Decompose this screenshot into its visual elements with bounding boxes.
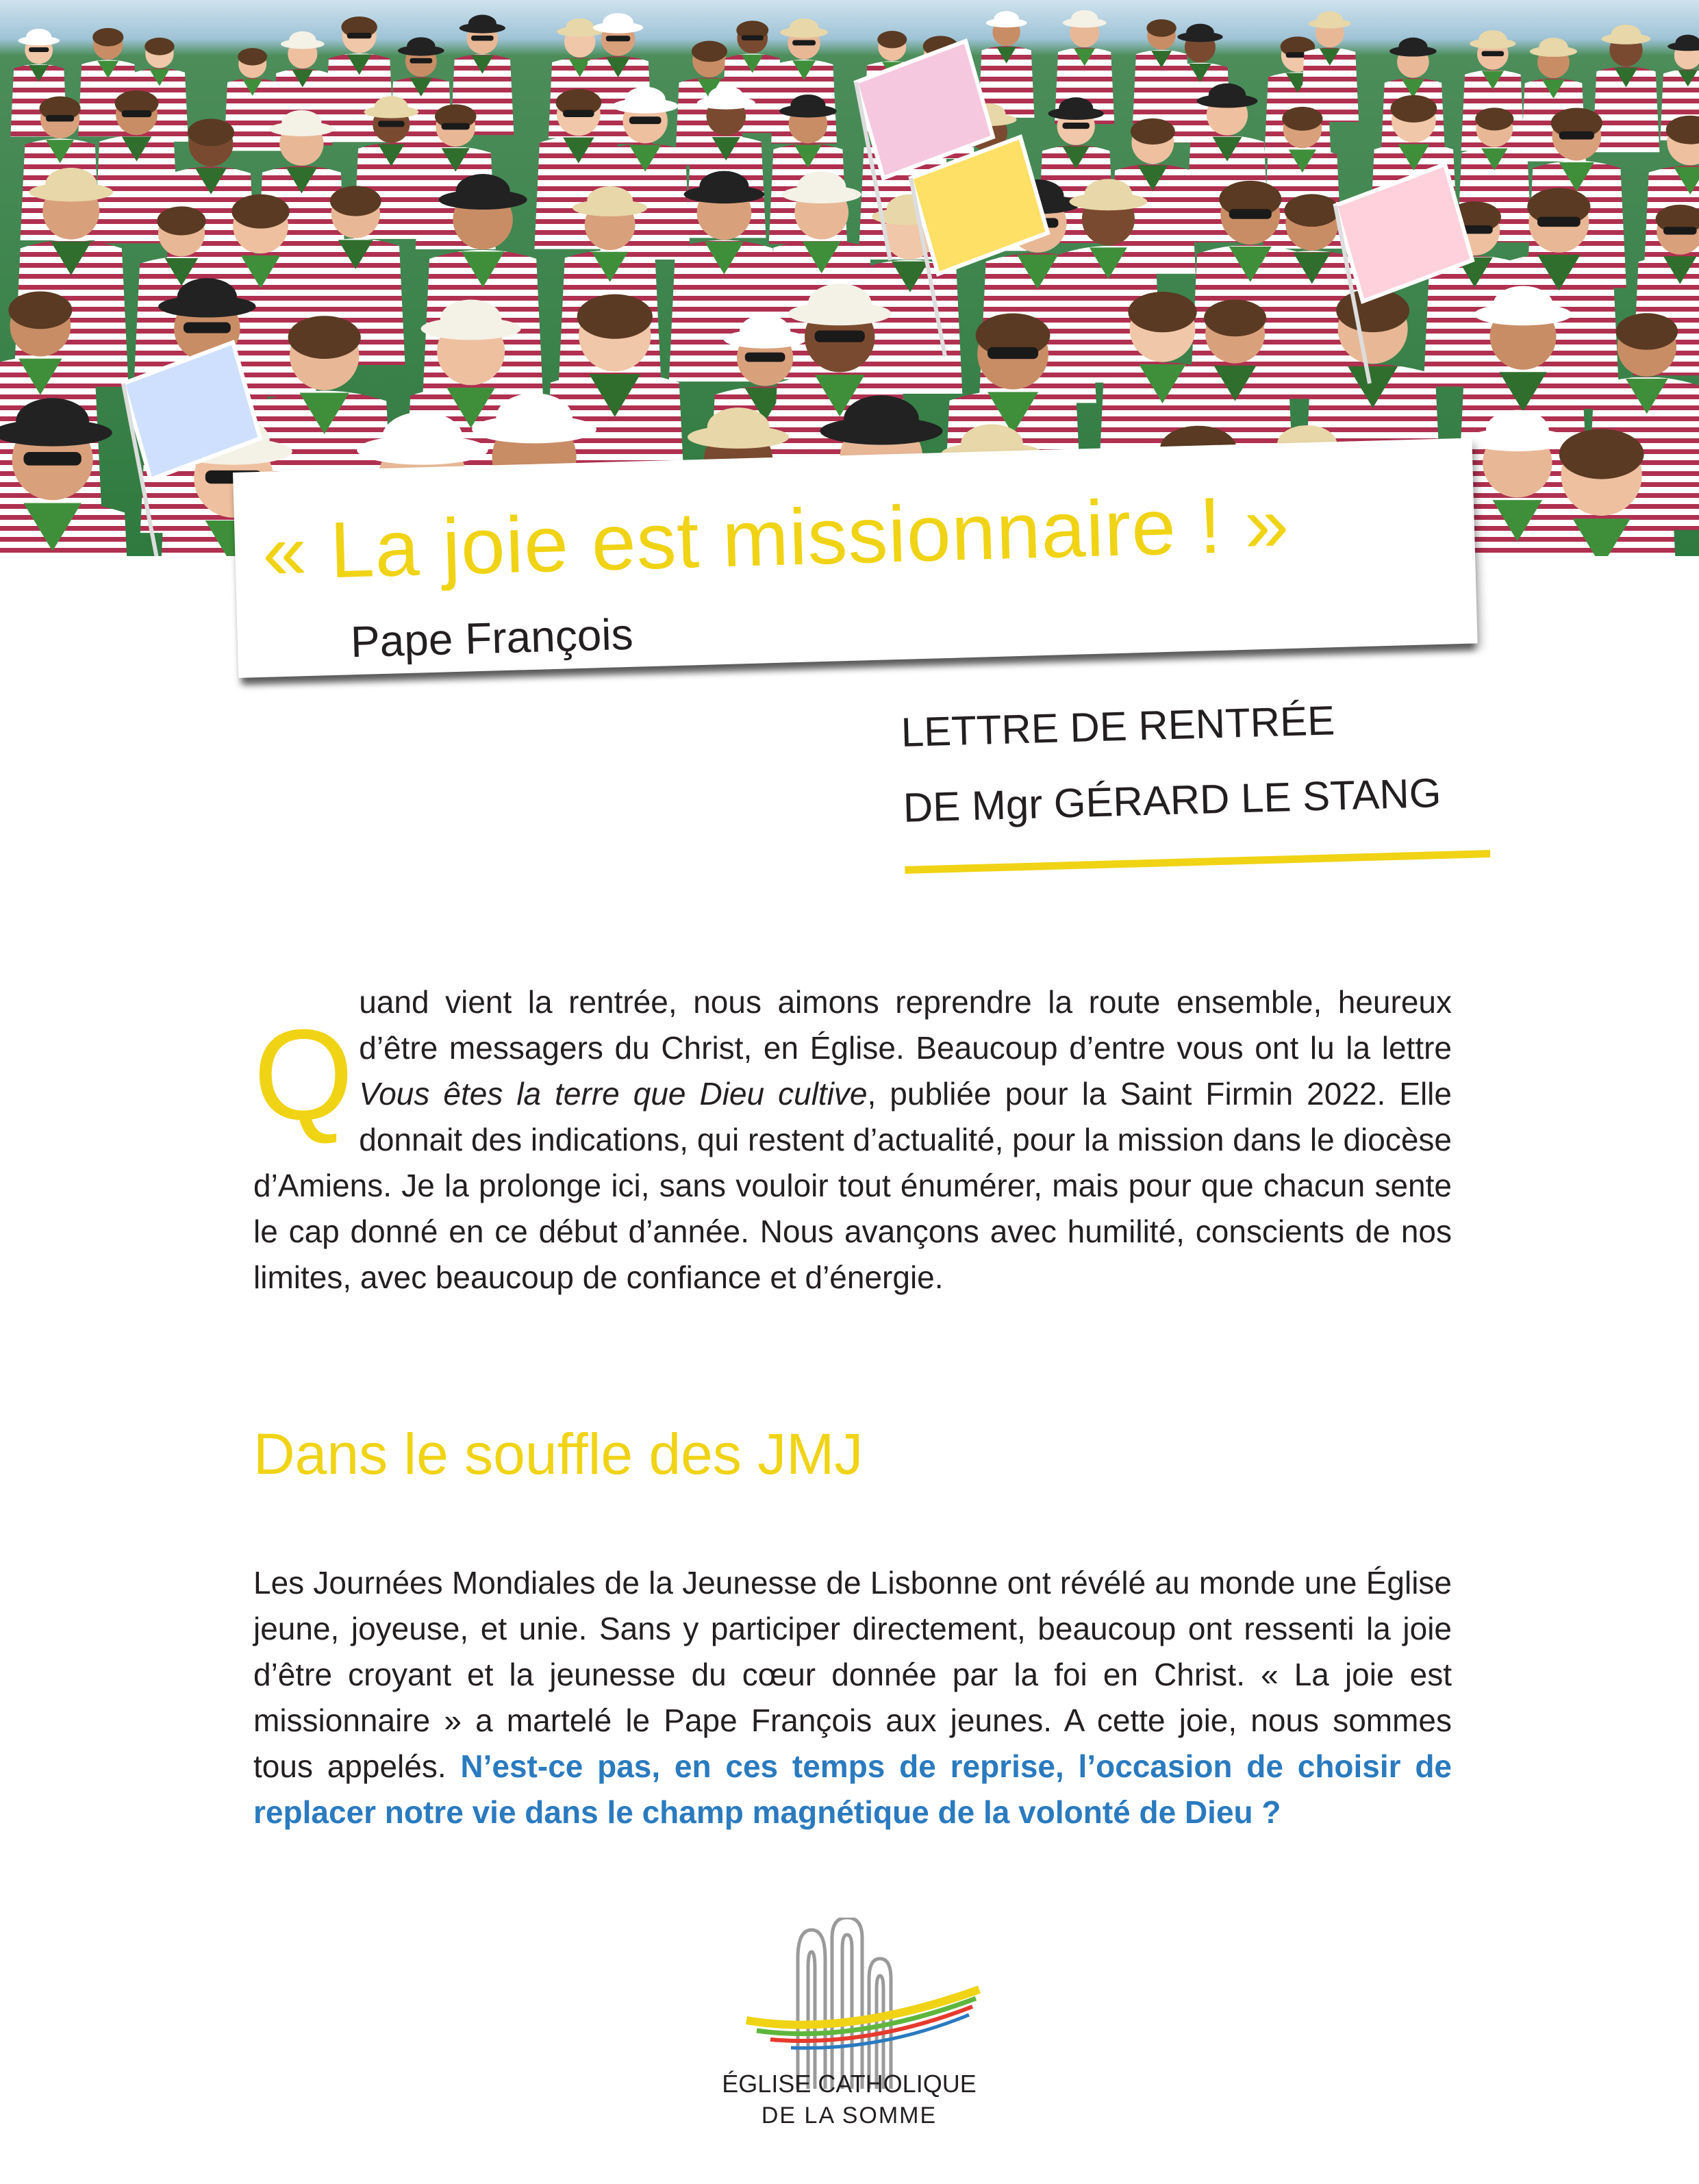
quote-text: « La joie est missionnaire ! » [261, 478, 1291, 597]
church-logo-icon [743, 1918, 983, 2096]
intro-text-1: uand vient la rentrée, nous aimons reprendre la route ensemble, heureux d’être messagers du Christ, en Église. Beaucoup d’entre vous ont lu la lettre [359, 984, 1452, 1066]
intro-italic-title: Vous êtes la terre que Dieu cultive [359, 1076, 868, 1112]
letter-title-line2: DE Mgr GÉRARD LE STANG [902, 770, 1442, 831]
logo-name: ÉGLISE CATHOLIQUE [722, 2070, 977, 2098]
title-underline [905, 850, 1490, 874]
quote-author: Pape François [349, 609, 634, 667]
highlight-question: N’est-ce pas, en ces temps de reprise, l’occasion de choisir de replacer notre vie dans le champ magnétique de la volonté de Dieu ? [253, 1748, 1452, 1830]
letter-title [900, 695, 1517, 831]
section-heading: Dans le souffle des JMJ [253, 1422, 864, 1486]
intro-text-2: , publiée pour la Saint Firmin 2022. Elle donnait des indications, qui restent d’actualité, pour la mission dans le diocèse d’Amiens. Je la prolonge ici, sans vouloir tout énumérer, mais pour que chacun sente le cap donné en ce début d’année. Nous avançons avec humilité, conscients de nos limites, avec beaucoup de confiance et d’énergie. [253, 1076, 1452, 1295]
drop-cap: Q [253, 1003, 354, 1146]
letter-title-line1: LETTRE DE RENTRÉE [900, 697, 1335, 755]
intro-paragraph [253, 979, 1452, 1301]
section-paragraph [253, 1560, 1452, 1835]
quote-card [233, 438, 1478, 677]
logo-subtitle: DE LA SOMME [761, 2103, 937, 2129]
section-paragraph-text: Les Journées Mondiales de la Jeunesse de Lisbonne ont révélé au monde une Église jeune, joyeuse, et unie. Sans y participer directement, beaucoup ont ressenti la joie d’être croyant et la jeunesse du cœur donnée par la foi en Christ. « La joie est missionnaire » a martelé le Pape François aux jeunes. A cette joie, nous sommes tous appelés. [253, 1565, 1452, 1784]
